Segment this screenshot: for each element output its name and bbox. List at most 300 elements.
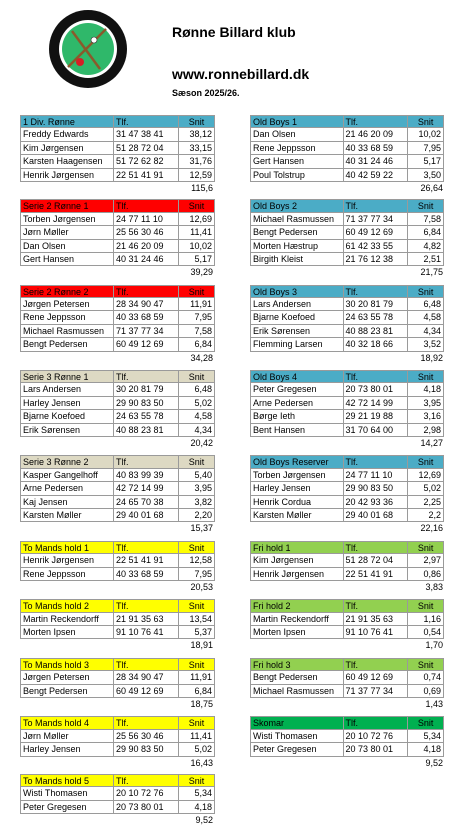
phone-header: Tlf. xyxy=(114,774,179,787)
player-snit[interactable]: 6,84 xyxy=(179,685,215,698)
player-row[interactable] xyxy=(250,298,444,311)
player-row[interactable] xyxy=(20,482,215,495)
player-snit[interactable]: 4,18 xyxy=(408,743,444,756)
team-table-fri-hold-2 xyxy=(250,599,444,653)
player-snit[interactable]: 38,12 xyxy=(179,128,215,141)
player-name[interactable]: Kasper Gangelhoff xyxy=(20,469,114,482)
phone-header: Tlf. xyxy=(344,199,409,212)
player-name[interactable]: Erik Sørensen xyxy=(250,325,344,338)
player-snit[interactable]: 2,2 xyxy=(408,509,444,522)
phone-header: Tlf. xyxy=(114,115,179,128)
player-row[interactable] xyxy=(20,298,215,311)
player-row[interactable] xyxy=(250,613,444,626)
player-snit[interactable]: 4,18 xyxy=(179,801,215,814)
player-row[interactable] xyxy=(250,410,444,423)
player-phone[interactable]: 40 88 23 81 xyxy=(344,325,409,338)
team-table-old-boys-1 xyxy=(250,115,444,195)
player-snit[interactable]: 2,97 xyxy=(408,554,444,567)
player-row[interactable] xyxy=(20,685,215,698)
player-snit[interactable]: 3,82 xyxy=(179,496,215,509)
player-phone[interactable]: 30 20 81 79 xyxy=(114,383,179,396)
player-name[interactable]: Torben Jørgensen xyxy=(250,469,344,482)
player-phone[interactable]: 21 91 35 63 xyxy=(344,613,409,626)
player-name[interactable]: Peter Gregesen xyxy=(250,743,344,756)
player-name[interactable]: Henrik Cordua xyxy=(250,496,344,509)
player-phone[interactable]: 21 91 35 63 xyxy=(114,613,179,626)
player-row[interactable] xyxy=(20,410,215,423)
player-snit[interactable]: 10,02 xyxy=(408,128,444,141)
player-phone[interactable]: 61 42 33 55 xyxy=(344,240,409,253)
player-phone[interactable]: 40 32 18 66 xyxy=(344,338,409,351)
player-phone[interactable]: 22 51 41 91 xyxy=(114,169,179,182)
phone-header: Tlf. xyxy=(114,599,179,612)
player-row[interactable] xyxy=(20,128,215,141)
player-name[interactable]: Dan Olsen xyxy=(20,240,114,253)
player-row[interactable] xyxy=(250,128,444,141)
player-snit[interactable]: 6,48 xyxy=(179,383,215,396)
player-row[interactable] xyxy=(20,155,215,168)
player-snit[interactable]: 4,58 xyxy=(179,410,215,423)
player-phone[interactable]: 21 76 12 38 xyxy=(344,253,409,266)
team-total-snit: 9,52 xyxy=(425,757,443,768)
snit-header: Snit xyxy=(179,716,215,729)
player-name[interactable]: Bjarne Koefoed xyxy=(250,311,344,324)
team-table-to-mands-hold-2 xyxy=(20,599,215,653)
player-name[interactable]: Poul Tolstrup xyxy=(250,169,344,182)
player-phone[interactable]: 20 10 72 76 xyxy=(114,787,179,800)
player-name[interactable]: Henrik Jørgensen xyxy=(20,169,114,182)
team-name: 1 Div. Rønne xyxy=(20,115,114,128)
player-phone[interactable]: 51 28 72 04 xyxy=(114,142,179,155)
player-phone[interactable]: 40 31 24 46 xyxy=(344,155,409,168)
player-name[interactable]: Karsten Møller xyxy=(20,509,114,522)
player-phone[interactable]: 25 56 30 46 xyxy=(114,730,179,743)
player-phone[interactable]: 30 20 81 79 xyxy=(344,298,409,311)
player-snit[interactable]: 12,58 xyxy=(179,554,215,567)
player-row[interactable] xyxy=(20,213,215,226)
player-snit[interactable]: 31,76 xyxy=(179,155,215,168)
player-phone[interactable]: 21 46 20 09 xyxy=(114,240,179,253)
player-name[interactable]: Jørn Møller xyxy=(20,226,114,239)
team-header-row xyxy=(250,599,444,612)
player-name[interactable]: Peter Gregesen xyxy=(20,801,114,814)
player-name[interactable]: Birgith Kleist xyxy=(250,253,344,266)
team-table-skomar xyxy=(250,716,444,770)
player-snit[interactable]: 5,02 xyxy=(408,482,444,495)
player-name[interactable]: Lars Andersen xyxy=(250,298,344,311)
player-phone[interactable]: 20 73 80 01 xyxy=(344,743,409,756)
player-phone[interactable]: 91 10 76 41 xyxy=(344,626,409,639)
player-name[interactable]: Harley Jensen xyxy=(20,397,114,410)
player-snit[interactable]: 13,54 xyxy=(179,613,215,626)
team-total-snit: 14,27 xyxy=(420,437,443,448)
player-phone[interactable]: 40 83 99 39 xyxy=(114,469,179,482)
player-phone[interactable]: 71 37 77 34 xyxy=(344,213,409,226)
player-row[interactable] xyxy=(250,509,444,522)
phone-header: Tlf. xyxy=(344,541,409,554)
player-row[interactable] xyxy=(250,155,444,168)
player-phone[interactable]: 22 51 41 91 xyxy=(344,568,409,581)
player-snit[interactable]: 11,41 xyxy=(179,226,215,239)
snit-header: Snit xyxy=(408,599,444,612)
player-name[interactable]: Bengt Pedersen xyxy=(20,338,114,351)
club-website[interactable]: www.ronnebillard.dk xyxy=(172,66,310,82)
player-snit[interactable]: 5,02 xyxy=(179,743,215,756)
player-snit[interactable]: 10,02 xyxy=(179,240,215,253)
player-row[interactable] xyxy=(250,626,444,639)
player-row[interactable] xyxy=(20,142,215,155)
player-name[interactable]: Peter Gregesen xyxy=(250,383,344,396)
player-row[interactable] xyxy=(20,554,215,567)
player-name[interactable]: Henrik Jørgensen xyxy=(20,554,114,567)
player-snit[interactable]: 1,16 xyxy=(408,613,444,626)
player-name[interactable]: Michael Rasmussen xyxy=(250,685,344,698)
team-header-row xyxy=(250,285,444,298)
player-name[interactable]: Rene Jeppsson xyxy=(250,142,344,155)
player-row[interactable] xyxy=(20,169,215,182)
player-name[interactable]: Arne Pedersen xyxy=(250,397,344,410)
player-phone[interactable]: 91 10 76 41 xyxy=(114,626,179,639)
player-snit[interactable]: 12,69 xyxy=(179,213,215,226)
player-snit[interactable]: 0,86 xyxy=(408,568,444,581)
snit-header: Snit xyxy=(408,370,444,383)
player-snit[interactable]: 11,91 xyxy=(179,298,215,311)
player-phone[interactable]: 24 65 70 38 xyxy=(114,496,179,509)
team-table-old-boys-3 xyxy=(250,285,444,365)
player-row[interactable] xyxy=(20,253,215,266)
player-name[interactable]: Bengt Pedersen xyxy=(250,671,344,684)
player-row[interactable] xyxy=(20,671,215,684)
team-total-snit: 22,16 xyxy=(420,523,443,534)
player-snit[interactable]: 11,91 xyxy=(179,671,215,684)
phone-header: Tlf. xyxy=(114,541,179,554)
team-name: Fri hold 2 xyxy=(250,599,344,612)
player-name[interactable]: Karsten Møller xyxy=(250,509,344,522)
player-phone[interactable]: 40 33 68 59 xyxy=(114,311,179,324)
player-row[interactable] xyxy=(20,424,215,437)
player-row[interactable] xyxy=(250,568,444,581)
player-row[interactable] xyxy=(250,383,444,396)
player-snit[interactable]: 11,41 xyxy=(179,730,215,743)
team-name: Skomar xyxy=(250,716,344,729)
player-name[interactable]: Wisti Thomasen xyxy=(20,787,114,800)
team-total-snit: 1,43 xyxy=(425,699,443,710)
player-row[interactable] xyxy=(250,496,444,509)
team-table-serie-3-r-nne-1 xyxy=(20,370,215,450)
player-phone[interactable]: 51 72 62 82 xyxy=(114,155,179,168)
player-phone[interactable]: 40 33 68 59 xyxy=(344,142,409,155)
player-row[interactable] xyxy=(250,743,444,756)
player-name[interactable]: Rene Jeppsson xyxy=(20,568,114,581)
player-row[interactable] xyxy=(250,685,444,698)
player-row[interactable] xyxy=(20,226,215,239)
player-name[interactable]: Karsten Haagensen xyxy=(20,155,114,168)
player-snit[interactable]: 5,02 xyxy=(179,397,215,410)
player-row[interactable] xyxy=(20,311,215,324)
snit-header: Snit xyxy=(179,541,215,554)
club-title: Rønne Billard klub xyxy=(172,24,296,40)
player-name[interactable]: Freddy Edwards xyxy=(20,128,114,141)
team-total-snit: 18,75 xyxy=(190,699,213,710)
season-label: Sæson 2025/26. xyxy=(172,88,240,98)
player-name[interactable]: Morten Ipsen xyxy=(20,626,114,639)
phone-header: Tlf. xyxy=(344,285,409,298)
player-snit[interactable]: 6,84 xyxy=(179,338,215,351)
player-name[interactable]: Torben Jørgensen xyxy=(20,213,114,226)
player-name[interactable]: Harley Jensen xyxy=(250,482,344,495)
team-table-fri-hold-3 xyxy=(250,658,444,712)
player-row[interactable] xyxy=(250,554,444,567)
player-row[interactable] xyxy=(250,311,444,324)
player-snit[interactable]: 3,95 xyxy=(408,397,444,410)
team-total-snit: 39,29 xyxy=(190,267,213,278)
player-snit[interactable]: 6,84 xyxy=(408,226,444,239)
left-team-column xyxy=(20,115,215,830)
player-snit[interactable]: 4,18 xyxy=(408,383,444,396)
team-total-snit: 20,53 xyxy=(190,581,213,592)
team-total-snit: 21,75 xyxy=(420,267,443,278)
player-row[interactable] xyxy=(20,730,215,743)
team-table-serie-3-r-nne-2 xyxy=(20,455,215,535)
player-phone[interactable]: 29 40 01 68 xyxy=(114,509,179,522)
player-row[interactable] xyxy=(250,142,444,155)
player-phone[interactable]: 20 42 93 36 xyxy=(344,496,409,509)
player-row[interactable] xyxy=(250,169,444,182)
player-row[interactable] xyxy=(20,568,215,581)
player-snit[interactable]: 7,95 xyxy=(179,311,215,324)
player-row[interactable] xyxy=(20,325,215,338)
player-snit[interactable]: 2,98 xyxy=(408,424,444,437)
player-name[interactable]: Bjarne Koefoed xyxy=(20,410,114,423)
player-phone[interactable]: 24 63 55 78 xyxy=(344,311,409,324)
player-snit[interactable]: 5,17 xyxy=(408,155,444,168)
player-name[interactable]: Michael Rasmussen xyxy=(20,325,114,338)
team-header-row xyxy=(20,541,215,554)
player-snit[interactable]: 3,50 xyxy=(408,169,444,182)
team-name: Fri hold 1 xyxy=(250,541,344,554)
player-name[interactable]: Wisti Thomasen xyxy=(250,730,344,743)
player-name[interactable]: Erik Sørensen xyxy=(20,424,114,437)
player-phone[interactable]: 20 73 80 01 xyxy=(114,801,179,814)
player-row[interactable] xyxy=(20,496,215,509)
player-snit[interactable]: 5,40 xyxy=(179,469,215,482)
snit-header: Snit xyxy=(179,199,215,212)
player-phone[interactable]: 29 90 83 50 xyxy=(114,743,179,756)
player-name[interactable]: Martin Reckendorff xyxy=(250,613,344,626)
phone-header: Tlf. xyxy=(114,455,179,468)
player-row[interactable] xyxy=(20,469,215,482)
player-snit[interactable]: 5,34 xyxy=(408,730,444,743)
player-snit[interactable]: 12,59 xyxy=(179,169,215,182)
snit-header: Snit xyxy=(179,774,215,787)
team-name: Old Boys 4 xyxy=(250,370,344,383)
player-row[interactable] xyxy=(250,226,444,239)
player-name[interactable]: Arne Pedersen xyxy=(20,482,114,495)
player-name[interactable]: Jørn Møller xyxy=(20,730,114,743)
player-phone[interactable]: 60 49 12 69 xyxy=(344,671,409,684)
team-name: Serie 3 Rønne 2 xyxy=(20,455,114,468)
player-name[interactable]: Michael Rasmussen xyxy=(250,213,344,226)
team-header-row xyxy=(250,115,444,128)
player-name[interactable]: Bengt Pedersen xyxy=(250,226,344,239)
header xyxy=(0,0,455,112)
player-phone[interactable]: 29 90 83 50 xyxy=(344,482,409,495)
player-row[interactable] xyxy=(20,338,215,351)
player-name[interactable]: Bengt Pedersen xyxy=(20,685,114,698)
player-name[interactable]: Harley Jensen xyxy=(20,743,114,756)
player-row[interactable] xyxy=(20,613,215,626)
player-phone[interactable]: 29 21 19 88 xyxy=(344,410,409,423)
player-phone[interactable]: 40 33 68 59 xyxy=(114,568,179,581)
player-name[interactable]: Jørgen Petersen xyxy=(20,671,114,684)
player-phone[interactable]: 31 47 38 41 xyxy=(114,128,179,141)
player-snit[interactable]: 4,82 xyxy=(408,240,444,253)
team-table-old-boys-reserver xyxy=(250,455,444,535)
player-row[interactable] xyxy=(20,383,215,396)
team-name: To Mands hold 5 xyxy=(20,774,114,787)
player-name[interactable]: Gert Hansen xyxy=(250,155,344,168)
player-phone[interactable]: 40 42 59 22 xyxy=(344,169,409,182)
player-row[interactable] xyxy=(250,338,444,351)
player-phone[interactable]: 42 72 14 99 xyxy=(344,397,409,410)
team-total-snit: 16,43 xyxy=(190,757,213,768)
player-row[interactable] xyxy=(250,240,444,253)
team-name: To Mands hold 2 xyxy=(20,599,114,612)
snit-header: Snit xyxy=(408,658,444,671)
player-row[interactable] xyxy=(250,469,444,482)
player-name[interactable]: Rene Jeppsson xyxy=(20,311,114,324)
player-snit[interactable]: 6,48 xyxy=(408,298,444,311)
team-header-row xyxy=(20,774,215,787)
team-total-snit: 15,37 xyxy=(190,523,213,534)
player-row[interactable] xyxy=(250,482,444,495)
team-table-serie-2-r-nne-1 xyxy=(20,199,215,279)
player-snit[interactable]: 7,58 xyxy=(408,213,444,226)
player-snit[interactable]: 7,58 xyxy=(179,325,215,338)
player-phone[interactable]: 25 56 30 46 xyxy=(114,226,179,239)
team-header-row xyxy=(20,370,215,383)
player-row[interactable] xyxy=(20,743,215,756)
player-phone[interactable]: 71 37 77 34 xyxy=(114,325,179,338)
team-total-snit: 3,83 xyxy=(425,581,443,592)
player-phone[interactable]: 24 77 11 10 xyxy=(344,469,409,482)
player-row[interactable] xyxy=(20,801,215,814)
player-snit[interactable]: 0,74 xyxy=(408,671,444,684)
player-row[interactable] xyxy=(20,787,215,800)
team-total-snit: 9,52 xyxy=(195,815,213,826)
player-snit[interactable]: 3,16 xyxy=(408,410,444,423)
player-phone[interactable]: 42 72 14 99 xyxy=(114,482,179,495)
player-snit[interactable]: 4,34 xyxy=(179,424,215,437)
player-name[interactable]: Bent Hansen xyxy=(250,424,344,437)
player-snit[interactable]: 0,54 xyxy=(408,626,444,639)
player-phone[interactable]: 60 49 12 69 xyxy=(114,338,179,351)
team-header-row xyxy=(250,658,444,671)
player-phone[interactable]: 20 10 72 76 xyxy=(344,730,409,743)
player-name[interactable]: Gert Hansen xyxy=(20,253,114,266)
player-phone[interactable]: 21 46 20 09 xyxy=(344,128,409,141)
player-snit[interactable]: 12,69 xyxy=(408,469,444,482)
team-total-snit: 115,6 xyxy=(191,182,213,193)
player-snit[interactable]: 4,58 xyxy=(408,311,444,324)
player-snit[interactable]: 2,51 xyxy=(408,253,444,266)
player-name[interactable]: Henrik Jørgensen xyxy=(250,568,344,581)
snit-header: Snit xyxy=(179,658,215,671)
team-header-row xyxy=(250,370,444,383)
player-row[interactable] xyxy=(20,240,215,253)
player-snit[interactable]: 4,34 xyxy=(408,325,444,338)
player-snit[interactable]: 7,95 xyxy=(408,142,444,155)
player-row[interactable] xyxy=(20,509,215,522)
player-phone[interactable]: 28 34 90 47 xyxy=(114,298,179,311)
player-name[interactable]: Kim Jørgensen xyxy=(20,142,114,155)
player-name[interactable]: Flemming Larsen xyxy=(250,338,344,351)
player-phone[interactable]: 28 34 90 47 xyxy=(114,671,179,684)
player-row[interactable] xyxy=(250,213,444,226)
right-team-column xyxy=(250,115,444,772)
player-row[interactable] xyxy=(250,671,444,684)
snit-header: Snit xyxy=(179,370,215,383)
player-name[interactable]: Kaj Jensen xyxy=(20,496,114,509)
player-row[interactable] xyxy=(20,626,215,639)
player-row[interactable] xyxy=(250,253,444,266)
player-phone[interactable]: 71 37 77 34 xyxy=(344,685,409,698)
player-phone[interactable]: 22 51 41 91 xyxy=(114,554,179,567)
team-table-old-boys-2 xyxy=(250,199,444,279)
player-phone[interactable]: 29 90 83 50 xyxy=(114,397,179,410)
player-row[interactable] xyxy=(20,397,215,410)
player-name[interactable]: Børge Ieth xyxy=(250,410,344,423)
player-phone[interactable]: 60 49 12 69 xyxy=(344,226,409,239)
player-snit[interactable]: 5,17 xyxy=(179,253,215,266)
player-snit[interactable]: 7,95 xyxy=(179,568,215,581)
player-name[interactable]: Lars Andersen xyxy=(20,383,114,396)
player-name[interactable]: Jørgen Petersen xyxy=(20,298,114,311)
player-phone[interactable]: 20 73 80 01 xyxy=(344,383,409,396)
player-phone[interactable]: 29 40 01 68 xyxy=(344,509,409,522)
player-phone[interactable]: 31 70 64 00 xyxy=(344,424,409,437)
player-row[interactable] xyxy=(250,325,444,338)
player-phone[interactable]: 40 88 23 81 xyxy=(114,424,179,437)
player-row[interactable] xyxy=(250,424,444,437)
player-row[interactable] xyxy=(250,730,444,743)
phone-header: Tlf. xyxy=(114,370,179,383)
player-snit[interactable]: 2,25 xyxy=(408,496,444,509)
player-phone[interactable]: 40 31 24 46 xyxy=(114,253,179,266)
phone-header: Tlf. xyxy=(344,658,409,671)
player-snit[interactable]: 3,52 xyxy=(408,338,444,351)
player-name[interactable]: Dan Olsen xyxy=(250,128,344,141)
player-snit[interactable]: 33,15 xyxy=(179,142,215,155)
player-phone[interactable]: 51 28 72 04 xyxy=(344,554,409,567)
player-snit[interactable]: 5,37 xyxy=(179,626,215,639)
player-phone[interactable]: 24 77 11 10 xyxy=(114,213,179,226)
player-phone[interactable]: 24 63 55 78 xyxy=(114,410,179,423)
team-header-row xyxy=(20,115,215,128)
team-table-to-mands-hold-4 xyxy=(20,716,215,770)
player-snit[interactable]: 2,20 xyxy=(179,509,215,522)
player-name[interactable]: Morten Ipsen xyxy=(250,626,344,639)
player-name[interactable]: Morten Hæstrup xyxy=(250,240,344,253)
player-name[interactable]: Martin Reckendorff xyxy=(20,613,114,626)
player-snit[interactable]: 3,95 xyxy=(179,482,215,495)
player-row[interactable] xyxy=(250,397,444,410)
player-snit[interactable]: 0,69 xyxy=(408,685,444,698)
player-name[interactable]: Kim Jørgensen xyxy=(250,554,344,567)
phone-header: Tlf. xyxy=(344,370,409,383)
player-snit[interactable]: 5,34 xyxy=(179,787,215,800)
player-phone[interactable]: 60 49 12 69 xyxy=(114,685,179,698)
